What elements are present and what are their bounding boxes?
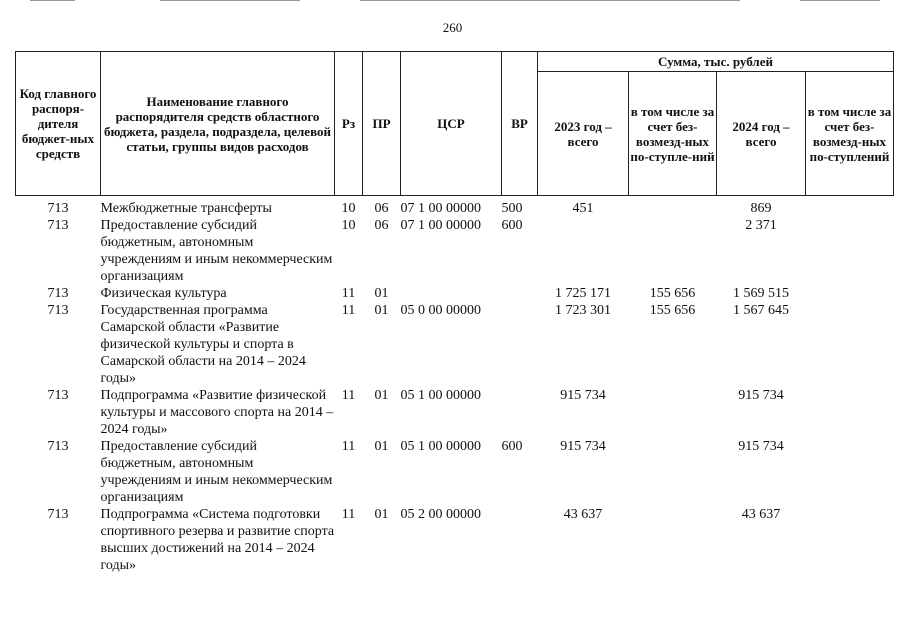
cell-pr: 01 <box>374 507 389 522</box>
cell-csr: 05 1 00 00000 <box>400 439 481 454</box>
cell-2023-free: 155 656 <box>649 303 696 318</box>
cell-name: Подпрограмма «Система подготовки спортивного резерва и развитие спорта высших достижений на 2014 – 2024 годы» <box>100 507 335 573</box>
cell-vr: 600 <box>501 439 523 454</box>
cell-rz: 10 <box>341 201 356 216</box>
cell-2024-free <box>806 387 894 438</box>
cell-2023-free <box>629 196 717 218</box>
cell-2024-free <box>806 196 894 218</box>
cell-csr: 05 2 00 00000 <box>400 507 481 522</box>
cell-2024-total: 915 734 <box>738 439 784 454</box>
col-header-2023-total: 2023 год – всего <box>538 72 629 196</box>
cell-code: 713 <box>47 201 69 216</box>
cell-2024-free <box>806 302 894 387</box>
col-header-csr: ЦСР <box>401 52 502 196</box>
col-header-vr: ВР <box>502 52 538 196</box>
table-row <box>16 506 894 574</box>
top-edge-line <box>360 0 740 1</box>
cell-name: Государственная программа Самарской области «Развитие физической культуры и спорта в Самарской области на 2014 – 2024 годы» <box>100 303 306 386</box>
cell-code: 713 <box>47 388 69 403</box>
cell-pr: 01 <box>374 286 389 301</box>
col-header-2024-free: в том числе за счет без-возмезд-ных по-ступлений <box>806 72 894 196</box>
col-header-2024-total: 2024 год – всего <box>717 72 806 196</box>
cell-2023-total: 451 <box>572 201 594 216</box>
table-header <box>16 52 894 196</box>
cell-csr: 05 1 00 00000 <box>400 388 481 403</box>
cell-code: 713 <box>47 303 69 318</box>
col-header-rz: Рз <box>335 52 363 196</box>
cell-pr: 01 <box>374 439 389 454</box>
cell-2023-total <box>538 217 629 285</box>
cell-name: Предоставление субсидий бюджетным, автономным учреждениям и иным некоммерческим организациям <box>100 439 333 505</box>
cell-2024-total: 915 734 <box>738 388 784 403</box>
cell-rz: 11 <box>341 286 356 301</box>
cell-rz: 11 <box>341 388 356 403</box>
cell-rz: 11 <box>341 439 356 454</box>
cell-rz: 10 <box>341 218 356 233</box>
col-header-code: Код главного распоря-дителя бюджет-ных средств <box>16 52 101 196</box>
cell-2023-free <box>629 506 717 574</box>
cell-pr: 01 <box>374 303 389 318</box>
budget-table <box>15 51 894 574</box>
cell-vr <box>502 387 538 438</box>
table-row <box>16 285 894 302</box>
cell-2023-total: 915 734 <box>560 388 606 403</box>
cell-code: 713 <box>47 507 69 522</box>
table-row <box>16 387 894 438</box>
cell-vr: 600 <box>501 218 523 233</box>
col-header-2023-free: в том числе за счет без-возмезд-ных по-ступле-ний <box>629 72 717 196</box>
cell-rz: 11 <box>341 507 356 522</box>
cell-vr <box>502 506 538 574</box>
cell-2024-free <box>806 285 894 302</box>
cell-2024-free <box>806 438 894 506</box>
cell-2024-total: 1 569 515 <box>733 286 789 301</box>
cell-pr: 06 <box>374 201 389 216</box>
cell-pr: 06 <box>374 218 389 233</box>
cell-csr: 07 1 00 00000 <box>400 201 481 216</box>
cell-2024-total: 869 <box>750 201 772 216</box>
table-row <box>16 302 894 387</box>
table-row <box>16 196 894 218</box>
top-edge-line <box>30 0 75 1</box>
cell-2023-free <box>629 438 717 506</box>
cell-csr <box>401 285 502 302</box>
cell-code: 713 <box>47 439 69 454</box>
cell-2023-free: 155 656 <box>649 286 696 301</box>
cell-name: Подпрограмма «Развитие физической культуры и массового спорта на 2014 – 2024 годы» <box>100 388 334 437</box>
cell-2024-total: 1 567 645 <box>733 303 789 318</box>
table-row <box>16 217 894 285</box>
cell-2023-free <box>629 217 717 285</box>
cell-name: Предоставление субсидий бюджетным, автономным учреждениям и иным некоммерческим организациям <box>100 218 333 284</box>
cell-2023-total: 1 725 171 <box>555 286 611 301</box>
col-header-sum: Сумма, тыс. рублей <box>538 52 894 72</box>
cell-csr: 05 0 00 00000 <box>400 303 481 318</box>
cell-vr <box>502 302 538 387</box>
cell-vr: 500 <box>501 201 523 216</box>
cell-pr: 01 <box>374 388 389 403</box>
top-edge-line <box>160 0 300 1</box>
cell-2023-total: 43 637 <box>563 507 603 522</box>
cell-name: Межбюджетные трансферты <box>100 201 272 216</box>
cell-vr <box>502 285 538 302</box>
cell-name: Физическая культура <box>100 286 227 301</box>
cell-2024-free <box>806 217 894 285</box>
cell-2023-total: 1 723 301 <box>555 303 611 318</box>
cell-csr: 07 1 00 00000 <box>400 218 481 233</box>
table-row <box>16 438 894 506</box>
col-header-name: Наименование главного распорядителя средств областного бюджета, раздела, подраздела, целевой статьи, группы видов расходов <box>101 52 335 196</box>
cell-2024-total: 2 371 <box>745 218 777 233</box>
cell-2023-total: 915 734 <box>560 439 606 454</box>
top-edge-line <box>800 0 880 1</box>
table-body <box>16 196 894 575</box>
page-number: 260 <box>442 20 463 35</box>
cell-code: 713 <box>47 218 69 233</box>
col-header-pr: ПР <box>363 52 401 196</box>
cell-2023-free <box>629 387 717 438</box>
cell-code: 713 <box>47 286 69 301</box>
cell-2024-total: 43 637 <box>741 507 781 522</box>
cell-rz: 11 <box>341 303 356 318</box>
cell-2024-free <box>806 506 894 574</box>
